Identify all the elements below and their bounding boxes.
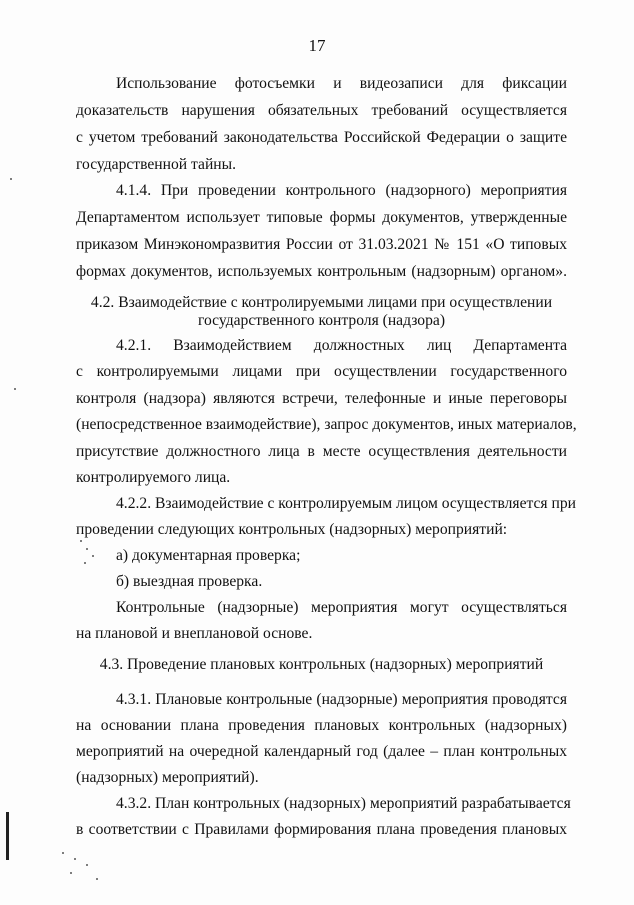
paragraph-line: контролируемого лица. (76, 469, 231, 486)
paragraph-line: 4.2.2. Взаимодействие с контролируемым лицом осуществляется при (116, 495, 576, 512)
paragraph-line: контроля (надзора) являются встречи, телефонные и иные переговоры (76, 390, 567, 407)
paragraph-line: на основании плана проведения плановых контрольных (надзорных) (76, 717, 567, 734)
scan-speck (70, 872, 72, 874)
paragraph-line: в соответствии с Правилами формирования плана проведения плановых (76, 821, 567, 838)
section-heading: 4.2. Взаимодействие с контролируемыми лицами при осуществлении (90, 294, 553, 311)
paragraph-line: 4.3.1. Плановые контрольные (надзорные) мероприятия проводятся (116, 691, 567, 708)
scan-speck (74, 858, 76, 860)
paragraph-line: присутствие должностного лица в месте осуществления деятельности (76, 443, 567, 460)
scan-speck (10, 178, 12, 180)
paragraph-line: с контролируемыми лицами при осуществлении государственного (76, 363, 567, 380)
scan-speck (86, 864, 88, 866)
scan-edge-mark (6, 812, 9, 860)
paragraph-line: Контрольные (надзорные) мероприятия могут осуществляться (116, 599, 567, 616)
paragraph-line: приказом Минэкономразвития России от 31.03.2021 № 151 «О типовых (76, 236, 567, 253)
list-item: б) выездная проверка. (116, 573, 263, 590)
scan-speck (14, 388, 16, 390)
paragraph-line: Департаментом использует типовые формы документов, утвержденные (76, 209, 567, 226)
scan-speck (62, 852, 64, 854)
section-heading: государственного контроля (надзора) (197, 312, 446, 329)
paragraph-line: 4.1.4. При проведении контрольного (надзорного) мероприятия (116, 182, 567, 199)
scan-speck (84, 562, 86, 564)
scan-speck (86, 548, 88, 550)
paragraph-line: доказательств нарушения обязательных требований осуществляется (76, 102, 567, 119)
paragraph-line: (непосредственное взаимодействие), запрос документов, иных материалов, (76, 416, 577, 433)
page-number: 17 (308, 36, 326, 55)
scan-speck (92, 555, 94, 557)
paragraph-line: на плановой и внеплановой основе. (76, 625, 313, 642)
paragraph-line: государственной тайны. (76, 156, 237, 173)
paragraph-line: Использование фотосъемки и видеозаписи для фиксации (116, 75, 567, 92)
paragraph-line: 4.3.2. План контрольных (надзорных) мероприятий разрабатывается (116, 795, 571, 812)
paragraph-line: (надзорных) мероприятий). (76, 769, 259, 786)
scan-speck (80, 540, 82, 542)
paragraph-line: 4.2.1. Взаимодействием должностных лиц Департамента (116, 337, 567, 354)
paragraph-line: формах документов, используемых контрольным (надзорным) органом». (76, 263, 567, 280)
paragraph-line: с учетом требований законодательства Российской Федерации о защите (76, 129, 567, 146)
list-item: а) документарная проверка; (116, 547, 301, 564)
paragraph-line: мероприятий на очередной календарный год (далее – план контрольных (76, 743, 567, 760)
section-heading: 4.3. Проведение плановых контрольных (надзорных) мероприятий (99, 656, 544, 673)
scan-speck (96, 878, 98, 880)
paragraph-line: проведении следующих контрольных (надзорных) мероприятий: (76, 521, 508, 538)
